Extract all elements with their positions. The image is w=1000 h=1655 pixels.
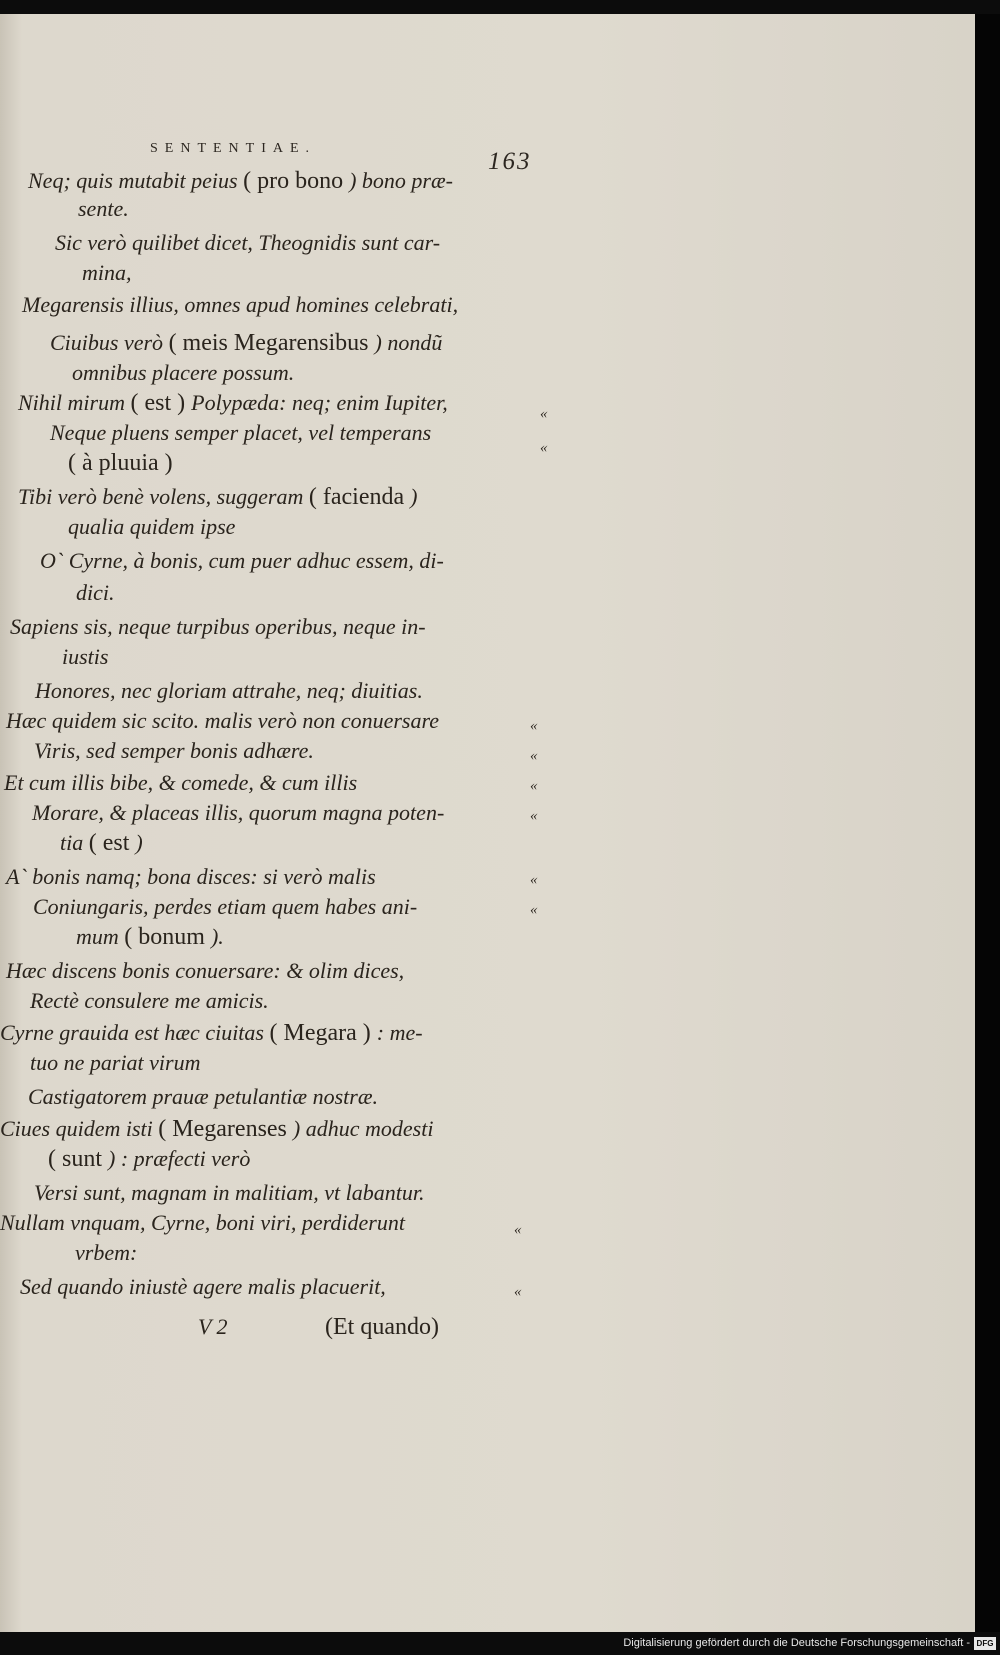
- italic-text: Rectè consulere me amicis.: [30, 988, 269, 1013]
- text-line: [68, 514, 235, 540]
- footer-credit: Digitalisierung gefördert durch die Deutsche Forschungsgemeinschaft -: [623, 1637, 970, 1649]
- italic-text: ) bono præ-: [349, 168, 453, 193]
- italic-text: vrbem:: [75, 1240, 138, 1265]
- text-line: [30, 1050, 201, 1076]
- italic-text: Cyrne grauida est hæc ciuitas: [0, 1020, 270, 1045]
- italic-text: Ciuibus verò: [50, 330, 169, 355]
- italic-text: Versi sunt, magnam in malitiam, vt labantur.: [34, 1180, 425, 1205]
- roman-insert: ( meis Megarensibus: [168, 330, 375, 356]
- italic-text: dici.: [76, 580, 115, 605]
- italic-text: ) : præfecti verò: [108, 1146, 251, 1171]
- italic-text: Sed quando iniustè agere malis placuerit,: [20, 1274, 386, 1299]
- italic-text: Honores, nec gloriam attrahe, neq; diuitias.: [35, 678, 423, 703]
- italic-text: mum: [76, 924, 125, 949]
- italic-text: ): [410, 484, 418, 509]
- roman-insert: ( pro bono: [243, 168, 350, 194]
- italic-text: O` Cyrne, à bonis, cum puer adhuc essem, di-: [40, 548, 444, 573]
- text-line: [6, 864, 376, 890]
- text-line: [34, 1180, 425, 1206]
- italic-text: : me-: [376, 1020, 423, 1045]
- italic-text: Ciues quidem isti: [0, 1116, 159, 1141]
- italic-text: Viris, sed semper bonis adhære.: [34, 738, 314, 763]
- quotation-mark: «: [530, 748, 538, 764]
- roman-insert: ( sunt: [48, 1146, 108, 1172]
- italic-text: Morare, & placeas illis, quorum magna poten-: [32, 800, 445, 825]
- text-line: [30, 988, 269, 1014]
- text-line: [34, 738, 314, 764]
- italic-text: Coniungaris, perdes etiam quem habes ani-: [33, 894, 418, 919]
- roman-insert: ( à pluuia ): [68, 450, 173, 476]
- running-head: SENTENTIAE.: [150, 141, 317, 156]
- italic-text: tuo ne pariat virum: [30, 1050, 201, 1075]
- italic-text: iustis: [62, 644, 109, 669]
- quotation-mark: «: [530, 808, 538, 824]
- italic-text: sente.: [78, 196, 129, 221]
- quotation-mark: «: [530, 778, 538, 794]
- italic-text: ) nondũ: [374, 330, 443, 355]
- text-line: [76, 580, 115, 606]
- text-line: [28, 168, 453, 195]
- italic-text: qualia quidem ipse: [68, 514, 236, 539]
- italic-text: Polypæda: neq; enim Iupiter,: [191, 390, 448, 415]
- text-line: [22, 292, 458, 318]
- catchword: (Et quando): [325, 1314, 439, 1340]
- italic-text: Castigatorem prauæ petulantiæ nostræ.: [28, 1084, 379, 1109]
- quotation-mark: «: [540, 406, 548, 422]
- quotation-mark: «: [514, 1222, 522, 1238]
- text-line: [0, 1116, 433, 1143]
- text-line: [10, 614, 426, 640]
- italic-text: ): [135, 830, 143, 855]
- italic-text: Hæc discens bonis conuersare: & olim dices,: [6, 958, 405, 983]
- text-line: [72, 360, 294, 386]
- roman-insert: ( est ): [130, 390, 192, 416]
- signature-mark: V 2: [198, 1314, 228, 1339]
- roman-insert: ( est: [88, 830, 136, 856]
- italic-text: mina,: [82, 260, 132, 285]
- italic-text: Et cum illis bibe, & comede, & cum illis: [4, 770, 358, 795]
- dfg-logo-icon: DFG: [974, 1637, 996, 1650]
- text-line: [33, 894, 417, 920]
- text-line: [62, 644, 108, 670]
- quotation-mark: «: [540, 440, 548, 456]
- italic-text: tia: [60, 830, 89, 855]
- text-line: [28, 1084, 378, 1110]
- text-line: [32, 800, 444, 826]
- text-line: [50, 420, 431, 446]
- italic-text: ) adhuc modesti: [292, 1116, 434, 1141]
- italic-text: Nullam vnquam, Cyrne, boni viri, perdiderunt: [0, 1210, 405, 1235]
- italic-text: ).: [210, 924, 224, 949]
- text-line: [20, 1274, 386, 1300]
- text-line: [55, 230, 440, 256]
- quotation-mark: «: [530, 718, 538, 734]
- text-line: [0, 1020, 423, 1047]
- italic-text: Hæc quidem sic scito. malis verò non conuersare: [6, 708, 440, 733]
- text-line: [78, 196, 129, 222]
- quotation-mark: «: [530, 872, 538, 888]
- text-line: [6, 708, 439, 734]
- italic-text: Neque pluens semper placet, vel temperans: [50, 420, 432, 445]
- italic-text: Tibi verò benè volens, suggeram: [18, 484, 309, 509]
- text-line: [50, 330, 442, 357]
- italic-text: Sapiens sis, neque turpibus operibus, neque in-: [10, 614, 426, 639]
- roman-insert: ( bonum: [124, 924, 211, 950]
- quotation-mark: «: [530, 902, 538, 918]
- text-line: [4, 770, 357, 796]
- italic-text: A` bonis namq; bona disces: si verò malis: [6, 864, 376, 889]
- text-line: [48, 1146, 250, 1173]
- quotation-mark: «: [514, 1284, 522, 1300]
- roman-insert: ( facienda: [308, 484, 411, 510]
- italic-text: Nihil mirum: [18, 390, 131, 415]
- text-line: [6, 958, 404, 984]
- text-line: [18, 390, 448, 417]
- text-line: [75, 1240, 137, 1266]
- text-line: [82, 260, 132, 286]
- italic-text: Neq; quis mutabit peius: [28, 168, 244, 193]
- roman-insert: ( Megarenses: [158, 1116, 293, 1142]
- text-line: [68, 450, 173, 477]
- italic-text: Sic verò quilibet dicet, Theognidis sunt car-: [55, 230, 441, 255]
- roman-insert: ( Megara ): [269, 1020, 377, 1046]
- text-line: [76, 924, 224, 951]
- scan-edge: [975, 14, 1000, 1632]
- book-page: [0, 14, 975, 1632]
- italic-text: Megarensis illius, omnes apud homines celebrati,: [22, 292, 459, 317]
- text-line: [18, 484, 417, 511]
- italic-text: omnibus placere possum.: [72, 360, 295, 385]
- text-line: [35, 678, 423, 704]
- text-line: [60, 830, 143, 857]
- footer-bar: [0, 1632, 1000, 1655]
- text-line: [0, 1210, 405, 1236]
- page-number: 163: [488, 148, 532, 175]
- text-line: [40, 548, 444, 574]
